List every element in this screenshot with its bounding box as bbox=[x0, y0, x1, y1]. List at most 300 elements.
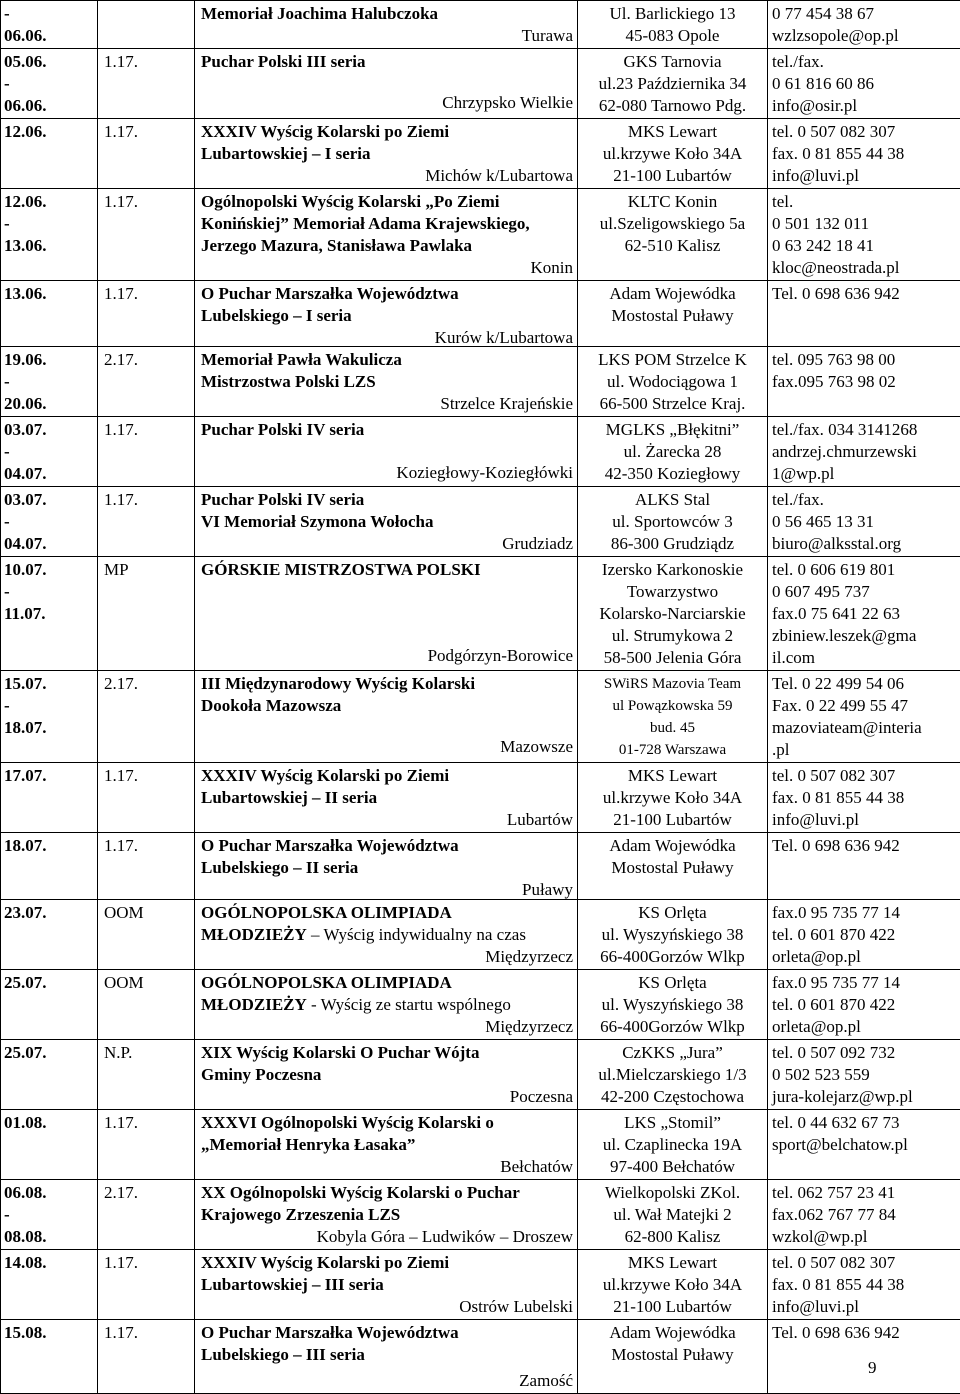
race-title-line bbox=[201, 371, 573, 393]
race-name-cell bbox=[195, 281, 578, 347]
race-category: OOM bbox=[98, 900, 195, 970]
race-name-cell bbox=[195, 49, 578, 119]
race-date-line: - bbox=[4, 441, 93, 463]
contact-line: Tel. 0 698 636 942 bbox=[772, 283, 958, 305]
race-date-line: - bbox=[4, 3, 93, 25]
race-date bbox=[1, 189, 98, 281]
organizer-line: ul. Wodociągowa 1 bbox=[580, 371, 765, 393]
contact-line: tel. 0 507 092 732 bbox=[772, 1042, 958, 1064]
race-title-text: Mistrzostwa Polski LZS bbox=[201, 372, 376, 391]
race-category: 2.17. bbox=[98, 671, 195, 763]
race-title-text: Memoriał Pawła Wakulicza bbox=[201, 350, 402, 369]
race-row bbox=[1, 347, 960, 417]
race-contact bbox=[768, 1320, 960, 1394]
race-date-line: - bbox=[4, 1204, 93, 1226]
organizer-line: CzKKS „Jura” bbox=[580, 1042, 765, 1064]
race-title-text: Gminy Poczesna bbox=[201, 1065, 321, 1084]
race-title-text: „Memoriał Henryka Łasaka” bbox=[201, 1135, 415, 1154]
organizer-line: 86-300 Grudziądz bbox=[580, 533, 765, 555]
race-name-block bbox=[201, 559, 573, 667]
race-organizer bbox=[578, 1320, 768, 1394]
organizer-line: LKS „Stomil” bbox=[580, 1112, 765, 1134]
race-title-line bbox=[201, 835, 573, 857]
contact-line: 0 61 816 60 86 bbox=[772, 73, 958, 95]
organizer-line: ul. Żarecka 28 bbox=[580, 441, 765, 463]
race-name-cell bbox=[195, 417, 578, 487]
race-place: Chrzypsko Wielkie bbox=[201, 92, 573, 114]
race-date bbox=[1, 1, 98, 49]
contact-line: zbiniew.leszek@gma bbox=[772, 625, 958, 647]
race-title-line bbox=[201, 3, 573, 25]
race-name-block bbox=[201, 191, 573, 276]
organizer-line: Adam Wojewódka bbox=[580, 1322, 765, 1344]
race-organizer bbox=[578, 1040, 768, 1110]
organizer-line: ALKS Stal bbox=[580, 489, 765, 511]
organizer-line: LKS POM Strzelce K bbox=[580, 349, 765, 371]
race-place: Ostrów Lubelski bbox=[201, 1296, 573, 1318]
contact-line: fax.0 95 735 77 14 bbox=[772, 972, 958, 994]
race-name-block bbox=[201, 121, 573, 184]
race-title-text: GÓRSKIE MISTRZOSTWA POLSKI bbox=[201, 560, 481, 579]
race-title-text: OGÓLNOPOLSKA OLIMPIADA bbox=[201, 903, 452, 922]
organizer-line: Adam Wojewódka bbox=[580, 835, 765, 857]
race-title-text: Ogólnopolski Wyścig Kolarski „Po Ziemi bbox=[201, 192, 499, 211]
page-number: 9 bbox=[868, 1358, 877, 1378]
race-organizer bbox=[578, 417, 768, 487]
race-category: MP bbox=[98, 557, 195, 671]
race-title-line bbox=[201, 1344, 573, 1366]
organizer-line: MKS Lewart bbox=[580, 121, 765, 143]
race-title-text: XXXIV Wyścig Kolarski po Ziemi bbox=[201, 122, 449, 141]
organizer-line: bud. 45 bbox=[580, 717, 765, 739]
contact-line: info@luvi.pl bbox=[772, 809, 958, 831]
race-title-line bbox=[201, 994, 573, 1016]
contact-line: 0 77 454 38 67 bbox=[772, 3, 958, 25]
race-date-line: - bbox=[4, 511, 93, 533]
organizer-line: MKS Lewart bbox=[580, 1252, 765, 1274]
race-category: N.P. bbox=[98, 1040, 195, 1110]
contact-line: tel./fax. bbox=[772, 489, 958, 511]
organizer-line: 21-100 Lubartów bbox=[580, 1296, 765, 1318]
race-date-line: 25.07. bbox=[4, 1042, 93, 1064]
race-date bbox=[1, 347, 98, 417]
race-category: 1.17. bbox=[98, 281, 195, 347]
race-title-text: XX Ogólnopolski Wyścig Kolarski o Puchar bbox=[201, 1183, 520, 1202]
race-title-line bbox=[201, 349, 573, 371]
race-date bbox=[1, 1250, 98, 1320]
race-place: Poczesna bbox=[201, 1086, 573, 1108]
race-title-line bbox=[201, 857, 573, 879]
race-date-line: - bbox=[4, 581, 93, 603]
organizer-line: 45-083 Opole bbox=[580, 25, 765, 47]
race-category: 1.17. bbox=[98, 487, 195, 557]
race-name-cell bbox=[195, 833, 578, 900]
race-date-line: - bbox=[4, 695, 93, 717]
race-category: 1.17. bbox=[98, 1320, 195, 1394]
race-title-line bbox=[201, 283, 573, 305]
race-title-text: Lubartowskiej – II seria bbox=[201, 788, 377, 807]
race-category: 1.17. bbox=[98, 119, 195, 189]
organizer-line: Towarzystwo bbox=[580, 581, 765, 603]
race-name-cell bbox=[195, 347, 578, 417]
race-contact bbox=[768, 900, 960, 970]
race-contact bbox=[768, 1110, 960, 1180]
race-row bbox=[1, 1, 960, 49]
race-place: Międzyrzecz bbox=[201, 946, 573, 968]
race-date-line: 20.06. bbox=[4, 393, 93, 415]
contact-line: tel. bbox=[772, 191, 958, 213]
race-place: Grudziadz bbox=[201, 533, 573, 555]
contact-line: tel. 0 601 870 422 bbox=[772, 924, 958, 946]
organizer-line: ul. Wał Matejki 2 bbox=[580, 1204, 765, 1226]
race-place: Mazowsze bbox=[201, 736, 573, 758]
race-date-line: 17.07. bbox=[4, 765, 93, 787]
contact-line: fax.0 95 735 77 14 bbox=[772, 902, 958, 924]
race-title-text: Lubelskiego – II seria bbox=[201, 858, 358, 877]
race-title-text: XXXVI Ogólnopolski Wyścig Kolarski o bbox=[201, 1113, 494, 1132]
race-row bbox=[1, 417, 960, 487]
race-title-line bbox=[201, 902, 573, 924]
organizer-line: 01-728 Warszawa bbox=[580, 739, 765, 761]
race-place: Turawa bbox=[201, 25, 573, 47]
race-title-line bbox=[201, 1274, 573, 1296]
race-category: 1.17. bbox=[98, 49, 195, 119]
race-title-line bbox=[201, 305, 573, 327]
race-contact bbox=[768, 1, 960, 49]
contact-line: fax.0 75 641 22 63 bbox=[772, 603, 958, 625]
race-calendar-body bbox=[1, 1, 960, 1394]
contact-line: kloc@neostrada.pl bbox=[772, 257, 958, 279]
race-place: Zamość bbox=[201, 1370, 573, 1392]
race-place: Międzyrzecz bbox=[201, 1016, 573, 1038]
race-contact bbox=[768, 671, 960, 763]
race-date-line: 04.07. bbox=[4, 533, 93, 555]
race-name-block bbox=[201, 1042, 573, 1105]
race-title-line bbox=[201, 1064, 573, 1086]
contact-line: 0 607 495 737 bbox=[772, 581, 958, 603]
race-contact bbox=[768, 833, 960, 900]
organizer-line: ul. Czaplinecka 19A bbox=[580, 1134, 765, 1156]
race-contact bbox=[768, 557, 960, 671]
race-place: Podgórzyn-Borowice bbox=[201, 645, 573, 667]
race-title-line bbox=[201, 1182, 573, 1204]
organizer-line: 66-500 Strzelce Kraj. bbox=[580, 393, 765, 415]
organizer-line: ul. Strumykowa 2 bbox=[580, 625, 765, 647]
organizer-line: MGLKS „Błękitni” bbox=[580, 419, 765, 441]
race-row bbox=[1, 189, 960, 281]
race-title-line bbox=[201, 1322, 573, 1344]
race-date-line: 12.06. bbox=[4, 121, 93, 143]
organizer-line: 62-080 Tarnowo Pdg. bbox=[580, 95, 765, 117]
race-date-line: 15.08. bbox=[4, 1322, 93, 1344]
race-place: Lubartów bbox=[201, 809, 573, 831]
race-date-line: 06.06. bbox=[4, 25, 93, 47]
race-organizer bbox=[578, 347, 768, 417]
race-organizer bbox=[578, 189, 768, 281]
race-date-line: 03.07. bbox=[4, 489, 93, 511]
race-title-text: Memoriał Joachima Halubczoka bbox=[201, 4, 438, 23]
race-row bbox=[1, 970, 960, 1040]
race-title-text: XIX Wyścig Kolarski O Puchar Wójta bbox=[201, 1043, 479, 1062]
race-row bbox=[1, 487, 960, 557]
race-title-line bbox=[201, 787, 573, 809]
race-title-text: III Międzynarodowy Wyścig Kolarski bbox=[201, 674, 475, 693]
contact-line: 0 63 242 18 41 bbox=[772, 235, 958, 257]
race-name-block bbox=[201, 349, 573, 408]
race-name-cell bbox=[195, 1320, 578, 1394]
race-organizer bbox=[578, 970, 768, 1040]
race-contact bbox=[768, 347, 960, 417]
race-row bbox=[1, 1110, 960, 1180]
contact-line: .pl bbox=[772, 739, 958, 761]
race-row bbox=[1, 900, 960, 970]
race-date-line: 04.07. bbox=[4, 463, 93, 485]
race-title-line bbox=[201, 511, 573, 533]
race-title-text: OGÓLNOPOLSKA OLIMPIADA bbox=[201, 973, 452, 992]
race-name-block bbox=[201, 489, 573, 552]
race-name-block bbox=[201, 283, 573, 345]
race-row bbox=[1, 1180, 960, 1250]
race-contact bbox=[768, 1250, 960, 1320]
race-title-text: Krajowego Zrzeszenia LZS bbox=[201, 1205, 400, 1224]
race-title-text: MŁODZIEŻY bbox=[201, 925, 307, 944]
race-organizer bbox=[578, 49, 768, 119]
organizer-line: KLTC Konin bbox=[580, 191, 765, 213]
contact-line: wzlzsopole@op.pl bbox=[772, 25, 958, 47]
race-title-line bbox=[201, 695, 573, 717]
contact-line: 0 502 523 559 bbox=[772, 1064, 958, 1086]
race-title-text: O Puchar Marszałka Województwa bbox=[201, 284, 459, 303]
race-contact bbox=[768, 119, 960, 189]
race-date bbox=[1, 281, 98, 347]
race-title-text: O Puchar Marszałka Województwa bbox=[201, 836, 459, 855]
race-name-cell bbox=[195, 119, 578, 189]
race-name-cell bbox=[195, 487, 578, 557]
contact-line: orleta@op.pl bbox=[772, 946, 958, 968]
race-date bbox=[1, 833, 98, 900]
race-name-block bbox=[201, 1322, 573, 1392]
race-place: Kurów k/Lubartowa bbox=[201, 327, 573, 347]
race-date bbox=[1, 49, 98, 119]
race-title-text: XXXIV Wyścig Kolarski po Ziemi bbox=[201, 1253, 449, 1272]
race-name-block bbox=[201, 902, 573, 964]
race-organizer bbox=[578, 900, 768, 970]
organizer-line: ul.Mielczarskiego 1/3 bbox=[580, 1064, 765, 1086]
race-title-line bbox=[201, 51, 573, 73]
race-name-cell bbox=[195, 970, 578, 1040]
race-organizer bbox=[578, 671, 768, 763]
organizer-line: 62-510 Kalisz bbox=[580, 235, 765, 257]
race-contact bbox=[768, 487, 960, 557]
race-date-line: 08.08. bbox=[4, 1226, 93, 1248]
race-category: 1.17. bbox=[98, 763, 195, 833]
race-title-line bbox=[201, 924, 573, 946]
race-title-line bbox=[201, 419, 573, 441]
organizer-line: Wielkopolski ZKol. bbox=[580, 1182, 765, 1204]
race-title-line bbox=[201, 673, 573, 695]
contact-line: tel. 0 507 082 307 bbox=[772, 121, 958, 143]
race-date-line: - bbox=[4, 213, 93, 235]
race-organizer bbox=[578, 1250, 768, 1320]
race-contact bbox=[768, 1040, 960, 1110]
race-title-text: MŁODZIEŻY bbox=[201, 995, 307, 1014]
organizer-line: 42-350 Koziegłowy bbox=[580, 463, 765, 485]
race-place: Michów k/Lubartowa bbox=[201, 165, 573, 187]
race-name-block bbox=[201, 765, 573, 828]
race-title-line bbox=[201, 143, 573, 165]
contact-line: tel. 0 507 082 307 bbox=[772, 1252, 958, 1274]
organizer-line: 66-400Gorzów Wlkp bbox=[580, 946, 765, 968]
contact-line: info@osir.pl bbox=[772, 95, 958, 117]
race-category: 2.17. bbox=[98, 347, 195, 417]
race-name-cell bbox=[195, 900, 578, 970]
organizer-line: 62-800 Kalisz bbox=[580, 1226, 765, 1248]
race-organizer bbox=[578, 557, 768, 671]
race-name-block bbox=[201, 1252, 573, 1314]
race-date bbox=[1, 119, 98, 189]
race-place: Konin bbox=[201, 257, 573, 279]
contact-line: sport@belchatow.pl bbox=[772, 1134, 958, 1156]
race-organizer bbox=[578, 1110, 768, 1180]
race-contact bbox=[768, 1180, 960, 1250]
organizer-line: MKS Lewart bbox=[580, 765, 765, 787]
race-title-text: Lubartowskiej – I seria bbox=[201, 144, 371, 163]
contact-line: fax. 0 81 855 44 38 bbox=[772, 787, 958, 809]
organizer-line: 66-400Gorzów Wlkp bbox=[580, 1016, 765, 1038]
contact-line: tel. 0 44 632 67 73 bbox=[772, 1112, 958, 1134]
contact-line: Tel. 0 22 499 54 06 bbox=[772, 673, 958, 695]
race-date bbox=[1, 417, 98, 487]
race-contact bbox=[768, 281, 960, 347]
contact-line: tel./fax. 034 3141268 bbox=[772, 419, 958, 441]
contact-line: fax. 0 81 855 44 38 bbox=[772, 1274, 958, 1296]
organizer-line: Mostostal Puławy bbox=[580, 1344, 765, 1366]
race-name-block bbox=[201, 3, 573, 43]
race-date-line: 15.07. bbox=[4, 673, 93, 695]
contact-line: il.com bbox=[772, 647, 958, 669]
organizer-line: SWiRS Mazovia Team bbox=[580, 673, 765, 695]
race-title-subtext: – Wyścig indywidualny na czas bbox=[307, 925, 526, 944]
race-name-cell bbox=[195, 557, 578, 671]
race-date bbox=[1, 1040, 98, 1110]
race-name-cell bbox=[195, 1040, 578, 1110]
organizer-line: ul Powązkowska 59 bbox=[580, 695, 765, 717]
contact-line: mazoviateam@interia bbox=[772, 717, 958, 739]
contact-line: 0 56 465 13 31 bbox=[772, 511, 958, 533]
race-title-line bbox=[201, 765, 573, 787]
race-row bbox=[1, 1320, 960, 1394]
race-date-line: 10.07. bbox=[4, 559, 93, 581]
race-category bbox=[98, 1, 195, 49]
race-organizer bbox=[578, 1, 768, 49]
contact-line: info@luvi.pl bbox=[772, 1296, 958, 1318]
race-category: 1.17. bbox=[98, 833, 195, 900]
contact-line: wzkol@wp.pl bbox=[772, 1226, 958, 1248]
organizer-line: ul.krzywe Koło 34A bbox=[580, 787, 765, 809]
race-row bbox=[1, 1250, 960, 1320]
race-title-text: Puchar Polski IV seria bbox=[201, 420, 364, 439]
organizer-line: 42-200 Częstochowa bbox=[580, 1086, 765, 1108]
organizer-line: 97-400 Bełchatów bbox=[580, 1156, 765, 1178]
race-title-text: Konińskiej” Memoriał Adama Krajewskiego, bbox=[201, 214, 530, 233]
race-name-cell bbox=[195, 671, 578, 763]
organizer-line: ul. Wyszyńskiego 38 bbox=[580, 994, 765, 1016]
race-name-block bbox=[201, 1112, 573, 1175]
race-organizer bbox=[578, 281, 768, 347]
race-date bbox=[1, 557, 98, 671]
race-category: 1.17. bbox=[98, 1250, 195, 1320]
contact-line: tel./fax. bbox=[772, 51, 958, 73]
race-title-line bbox=[201, 1252, 573, 1274]
race-name-block bbox=[201, 972, 573, 1035]
organizer-line: ul. Sportowców 3 bbox=[580, 511, 765, 533]
race-title-line bbox=[201, 213, 573, 235]
race-date bbox=[1, 900, 98, 970]
race-date bbox=[1, 487, 98, 557]
organizer-line: Adam Wojewódka bbox=[580, 283, 765, 305]
race-date-line: 18.07. bbox=[4, 835, 93, 857]
race-row bbox=[1, 763, 960, 833]
race-date-line: 12.06. bbox=[4, 191, 93, 213]
contact-line: fax.095 763 98 02 bbox=[772, 371, 958, 393]
race-date-line: 25.07. bbox=[4, 972, 93, 994]
race-date bbox=[1, 671, 98, 763]
organizer-line: KS Orlęta bbox=[580, 902, 765, 924]
race-date-line: 06.06. bbox=[4, 95, 93, 117]
race-date bbox=[1, 1320, 98, 1394]
race-row bbox=[1, 49, 960, 119]
race-date-line: 03.07. bbox=[4, 419, 93, 441]
organizer-line: ul.krzywe Koło 34A bbox=[580, 1274, 765, 1296]
race-row bbox=[1, 1040, 960, 1110]
race-organizer bbox=[578, 487, 768, 557]
contact-line: Tel. 0 698 636 942 bbox=[772, 1322, 958, 1344]
race-date-line: - bbox=[4, 73, 93, 95]
contact-line: fax.062 767 77 84 bbox=[772, 1204, 958, 1226]
contact-line: tel. 0 601 870 422 bbox=[772, 994, 958, 1016]
race-date-line: 06.08. bbox=[4, 1182, 93, 1204]
race-title-line bbox=[201, 235, 573, 257]
contact-line: orleta@op.pl bbox=[772, 1016, 958, 1038]
race-name-cell bbox=[195, 1250, 578, 1320]
race-name-cell bbox=[195, 189, 578, 281]
contact-line: tel. 0 606 619 801 bbox=[772, 559, 958, 581]
race-name-cell bbox=[195, 763, 578, 833]
race-title-line bbox=[201, 489, 573, 511]
race-name-block bbox=[201, 673, 573, 758]
race-title-line bbox=[201, 1112, 573, 1134]
contact-line: Tel. 0 698 636 942 bbox=[772, 835, 958, 857]
race-name-block bbox=[201, 51, 573, 114]
contact-line: tel. 0 507 082 307 bbox=[772, 765, 958, 787]
race-title-line bbox=[201, 1042, 573, 1064]
race-category: 1.17. bbox=[98, 1110, 195, 1180]
organizer-line: GKS Tarnovia bbox=[580, 51, 765, 73]
organizer-line: Ul. Barlickiego 13 bbox=[580, 3, 765, 25]
contact-line: tel. 095 763 98 00 bbox=[772, 349, 958, 371]
contact-line: Fax. 0 22 499 55 47 bbox=[772, 695, 958, 717]
race-title-text: Lubelskiego – I seria bbox=[201, 306, 352, 325]
race-row bbox=[1, 557, 960, 671]
race-title-text: Lubelskiego – III seria bbox=[201, 1345, 365, 1364]
organizer-line: Izersko Karkonoskie bbox=[580, 559, 765, 581]
race-title-text: Jerzego Mazura, Stanisława Pawlaka bbox=[201, 236, 472, 255]
race-date-line: 11.07. bbox=[4, 603, 93, 625]
contact-line: andrzej.chmurzewski bbox=[772, 441, 958, 463]
race-name-cell bbox=[195, 1, 578, 49]
race-date-line: 14.08. bbox=[4, 1252, 93, 1274]
organizer-line: Mostostal Puławy bbox=[580, 305, 765, 327]
